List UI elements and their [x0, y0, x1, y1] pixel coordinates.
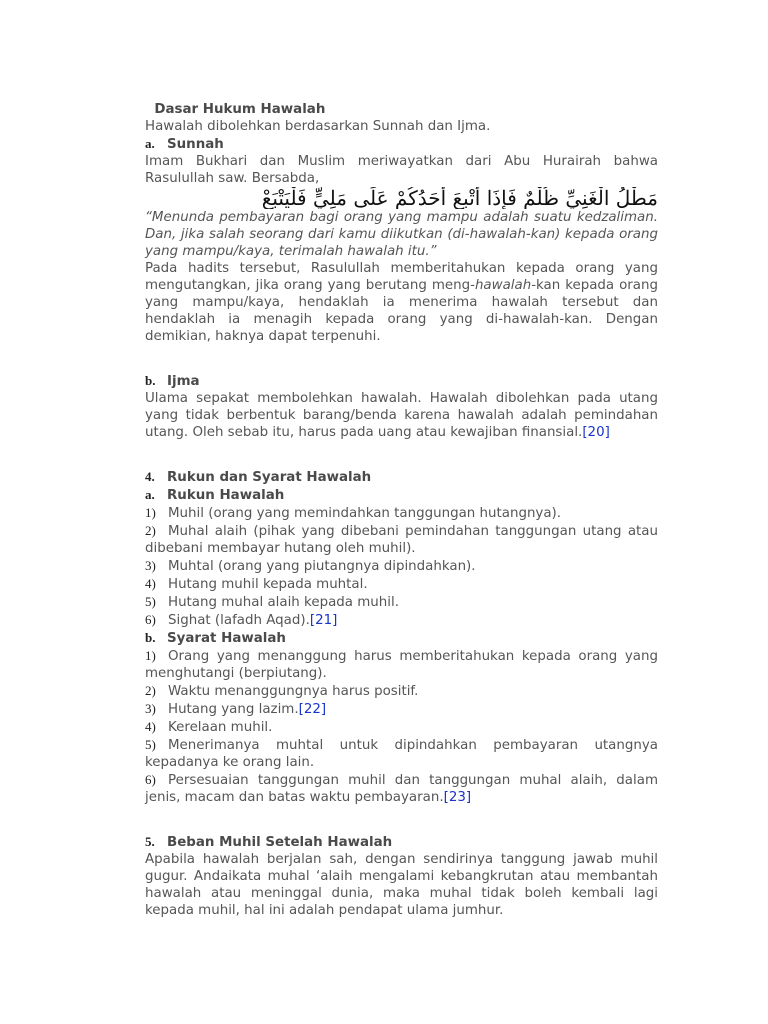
list-marker: a. [145, 136, 155, 151]
item-number: 4) [145, 576, 156, 591]
item-text: Persesuaian tanggungan muhil dan tanggungan muhal alaih, dalam jenis, macam dan batas waktu pembayaran. [145, 773, 658, 805]
list-item [145, 522, 658, 557]
list-item [145, 700, 658, 718]
item-number: 5) [145, 737, 156, 752]
item-text: Muhal alaih (pihak yang dibebani pemindahan tanggungan utang atau dibebani membayar hutang oleh muhil). [145, 524, 658, 556]
list-item [145, 771, 658, 806]
item-number: 5) [145, 594, 156, 609]
list-marker: a. [145, 487, 155, 502]
item-text: Hutang yang lazim. [168, 702, 299, 717]
list-item [145, 504, 658, 522]
footnote-link[interactable]: [23] [443, 790, 472, 805]
subheading-text: Sunnah [167, 137, 224, 152]
section-heading-beban-muhil [145, 833, 658, 851]
item-text: Orang yang menanggung harus memberitahukan kepada orang yang menghutangi (berpiutang). [145, 649, 658, 681]
item-number: 2) [145, 683, 156, 698]
footnote-link[interactable]: [22] [298, 702, 327, 717]
intro-paragraph: Hawalah dibolehkan berdasarkan Sunnah dan Ijma. [145, 119, 491, 134]
item-text: Hutang muhil kepada muhtal. [168, 577, 368, 592]
item-number: 1) [145, 648, 156, 663]
item-number: 6) [145, 772, 156, 787]
list-item [145, 593, 658, 611]
list-marker: b. [145, 630, 156, 645]
list-item [145, 736, 658, 771]
item-number: 1) [145, 505, 156, 520]
list-item [145, 647, 658, 682]
list-item [145, 718, 658, 736]
list-item [145, 557, 658, 575]
ijma-text: Ulama sepakat membolehkan hawalah. Hawalah dibolehkan pada utang yang tidak berbentuk barang/benda karena hawalah adalah pemindahan utang. Oleh sebab itu, harus pada uang atau kewajiban finansial. [145, 391, 658, 440]
item-text: Muhil (orang yang memindahkan tanggungan hutangnya). [168, 506, 562, 521]
section-number: 4. [145, 469, 155, 484]
rukun-list [145, 504, 658, 629]
list-item [145, 682, 658, 700]
footnote-link[interactable]: [20] [582, 425, 610, 440]
ijma-paragraph [145, 390, 658, 441]
section-heading-text: Dasar Hukum Hawalah [154, 102, 326, 117]
item-number: 6) [145, 612, 156, 627]
section-number: 5. [145, 834, 155, 849]
item-text: Waktu menanggungnya harus positif. [168, 684, 419, 699]
document-body [145, 101, 658, 919]
list-item [145, 611, 658, 629]
item-number: 3) [145, 558, 156, 573]
hadith-explanation [145, 260, 658, 345]
sunnah-paragraph: Imam Bukhari dan Muslim meriwayatkan dari Abu Hurairah bahwa Rasulullah saw. Bersabda, [145, 154, 658, 186]
beban-muhil-paragraph: Apabila hawalah berjalan sah, dengan sendirinya tanggung jawab muhil gugur. Andaikata muhal ‘alaih mengalami kebangkrutan atau membantah hawalah atau meninggal dunia, maka muhal tidak boleh kembali lagi kepada muhil, hal ini adalah pendapat ulama jumhur. [145, 852, 658, 918]
subheading-sunnah [145, 135, 658, 153]
subheading-rukun [145, 486, 658, 504]
explanation-italic-term: hawalah [474, 278, 532, 293]
item-text: Sighat (lafadh Aqad). [168, 613, 310, 628]
section-heading-dasar-hukum [145, 101, 658, 118]
explanation-text: -kan kepada orang yang mampu/kaya, hendaklah ia menerima hawalah tersebut dan hendaklah ia menagih kepada orang yang di-hawalah-kan. Dengan demikian, haknya dapat terpenuhi. [145, 278, 658, 344]
hadith-translation: “Menunda pembayaran bagi orang yang mampu adalah suatu kedzaliman. Dan, jika salah seorang dari kamu diikutkan (di-hawalah-kan) kepada orang yang mampu/kaya, terimalah hawalah itu.” [145, 210, 658, 259]
item-text: Hutang muhal alaih kepada muhil. [168, 595, 399, 610]
subheading-syarat [145, 629, 658, 647]
list-item [145, 575, 658, 593]
subheading-text: Ijma [167, 374, 200, 389]
explanation-text: Pada hadits tersebut, Rasulullah memberitahukan kepada orang yang mengutangkan, jika orang yang berutang meng- [145, 261, 658, 293]
item-number: 4) [145, 719, 156, 734]
subheading-text: Syarat Hawalah [167, 631, 286, 646]
item-text: Menerimanya muhtal untuk dipindahkan pembayaran utangnya kepadanya ke orang lain. [145, 738, 658, 770]
item-number: 2) [145, 523, 156, 538]
section-heading-text: Rukun dan Syarat Hawalah [167, 470, 372, 485]
section-heading-text: Beban Muhil Setelah Hawalah [167, 835, 393, 850]
item-number: 3) [145, 701, 156, 716]
list-marker: b. [145, 373, 156, 388]
section-heading-rukun-syarat [145, 468, 658, 486]
syarat-list [145, 647, 658, 806]
arabic-hadith-text: مَطْلُ الْغَنِيِّ ظُلْمٌ فَإِذَا أُتْبِعَ أَحَدُكُمْ عَلَى مَلِيٍّ فَلْيَتْبَعْ [261, 187, 658, 209]
subheading-ijma [145, 372, 658, 390]
item-text: Kerelaan muhil. [168, 720, 273, 735]
item-text: Muhtal (orang yang piutangnya dipindahkan). [168, 559, 476, 574]
footnote-link[interactable]: [21] [309, 613, 338, 628]
subheading-text: Rukun Hawalah [167, 488, 285, 503]
